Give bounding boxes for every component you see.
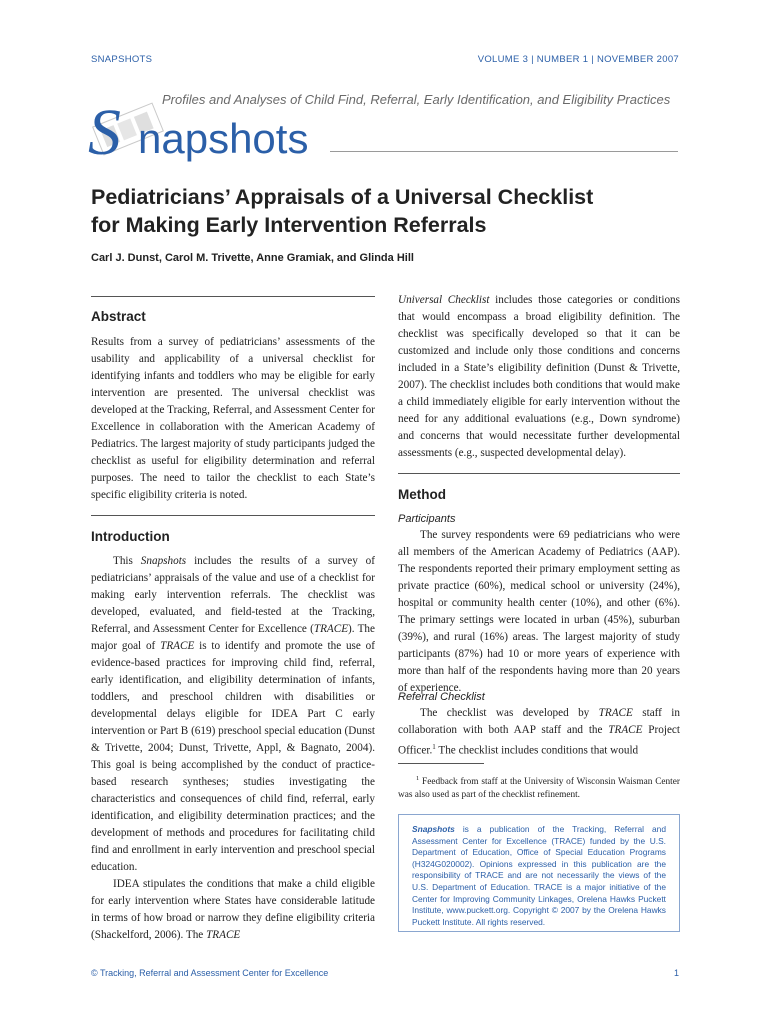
introduction-paragraph-1: This Snapshots includes the results of a survey of pediatricians’ appraisals of the value and use of a checklist for making early intervention referrals. The checklist was developed, evaluated, and field-tested at the Tracking, Referral, and Assessment Center for Excellence (TRACE). The major goal of TRACE is to identify and promote the use of evidence-based practices for improving child find, referral, early identification, and eligibility determination of infants, toddlers, and preschool children with disabilities or developmental delays eligible for IDEA Part C early intervention or Part B (619) preschool special education (Dunst & Trivette, 2004; Dunst, Trivette, Appl, & Bagnato, 2004). This goal is being accomplished by the conduct of practice-based research syntheses; studies investigating the characteristics and consequences of child find, referral, early identification, and eligibility determination practices; and the development of methods and procedures for facilitating child find and enrollment in early intervention and preschool special education. (91, 555, 375, 873)
article-title (91, 183, 691, 239)
referral-checklist-heading: Referral Checklist (398, 691, 485, 703)
running-header-right: VOLUME 3 | NUMBER 1 | NOVEMBER 2007 (477, 54, 679, 65)
publication-info-box (398, 814, 680, 932)
introduction-heading: Introduction (91, 529, 170, 544)
introduction-top-rule (91, 515, 375, 516)
method-heading: Method (398, 487, 446, 502)
publication-brand: Snapshots (412, 824, 455, 834)
masthead-initial: S (88, 96, 121, 169)
footer-copyright: © Tracking, Referral and Assessment Center for Excellence (91, 968, 329, 978)
page-number: 1 (673, 968, 679, 978)
participants-heading: Participants (398, 513, 456, 525)
referral-checklist-text: The checklist was developed by TRACE staff in collaboration with both AAP staff and the TRACE Project Officer.$^1$ The checklist includes conditions that would (398, 707, 680, 757)
running-header-left: SNAPSHOTS (91, 54, 153, 65)
masthead-rule (330, 151, 678, 152)
abstract-top-rule (91, 296, 375, 297)
publication-info-text: is a publication of the Tracking, Referral and Assessment Center for Excellence (TRACE) funded by the U.S. Department of Education, Office of Special Education Programs (H324G020002). Opinions expressed in this publication are the responsibility of TRACE and are not necessarily the views of the U.S. Department of Education. TRACE is a major initiative of the Center for Improving Community Linkages, Orelena Hawks Puckett Institute, www.puckett.org. Copyright © 2007 by the Orelena Hawks Puckett Institute. All rights reserved. (412, 824, 666, 927)
masthead-tagline: Profiles and Analyses of Child Find, Referral, Early Identification, and Eligibility Practices (162, 92, 671, 107)
introduction-body (91, 553, 375, 944)
masthead-title: napshots (138, 115, 309, 162)
article-authors: Carl J. Dunst, Carol M. Trivette, Anne Gramiak, and Glinda Hill (91, 252, 414, 264)
right-column-paragraph: Universal Checklist includes those categories or conditions that would encompass a broad eligibility definition. The checklist was specifically developed so that it can be customized and include only those conditions and concerns included in a State’s eligibility definition (Dunst & Trivette, 2007). The checklist includes both conditions that would make a child immediately eligible for early intervention without the need for any additional evaluations (e.g., Down syndrome) and concerns that would necessitate further developmental assessments (e.g., suspected developmental delay). (398, 294, 680, 459)
abstract-text: Results from a survey of pediatricians’ assessments of the usability and applicability of a universal checklist for identifying infants and toddlers who may be eligible for early intervention are presented. The universal checklist was developed at the Tracking, Referral, and Assessment Center for Excellence in collaboration with the American Academy of Pediatrics. The largest majority of study participants judged the checklist as useful for eligibility determination and referral purposes. The need to tailor the checklist to each State’s specific eligibility criteria is noted. (91, 336, 375, 501)
method-top-rule (398, 473, 680, 474)
article-title-line1: Pediatricians’ Appraisals of a Universal Checklist (91, 185, 594, 209)
footnote-rule (398, 763, 484, 764)
introduction-paragraph-2: IDEA stipulates the conditions that make a child eligible for early intervention where States have considerable latitude in terms of how broad or narrow they define eligibility criteria (Shackelford, 2006). The TRACE (91, 878, 375, 941)
participants-text: The survey respondents were 69 pediatricians who were all members of the American Academy of Pediatrics (AAP). The respondents reported their primary employment setting as private practice (60%), medical school or university (24%), hospital or community health center (10%), and other (6%). The primary settings were located in urban (45%), suburban (39%), and rural (16%) areas. The largest majority of study participants (87%) had 10 or more years of experience with more than half of the respondents having more than 20 years of experience. (398, 529, 680, 694)
article-title-line2: for Making Early Intervention Referrals (91, 213, 487, 237)
abstract-heading: Abstract (91, 309, 146, 324)
footnote: $^1$ Feedback from staff at the University of Wisconsin Waisman Center was also used as part of the checklist refinement. (398, 775, 680, 801)
